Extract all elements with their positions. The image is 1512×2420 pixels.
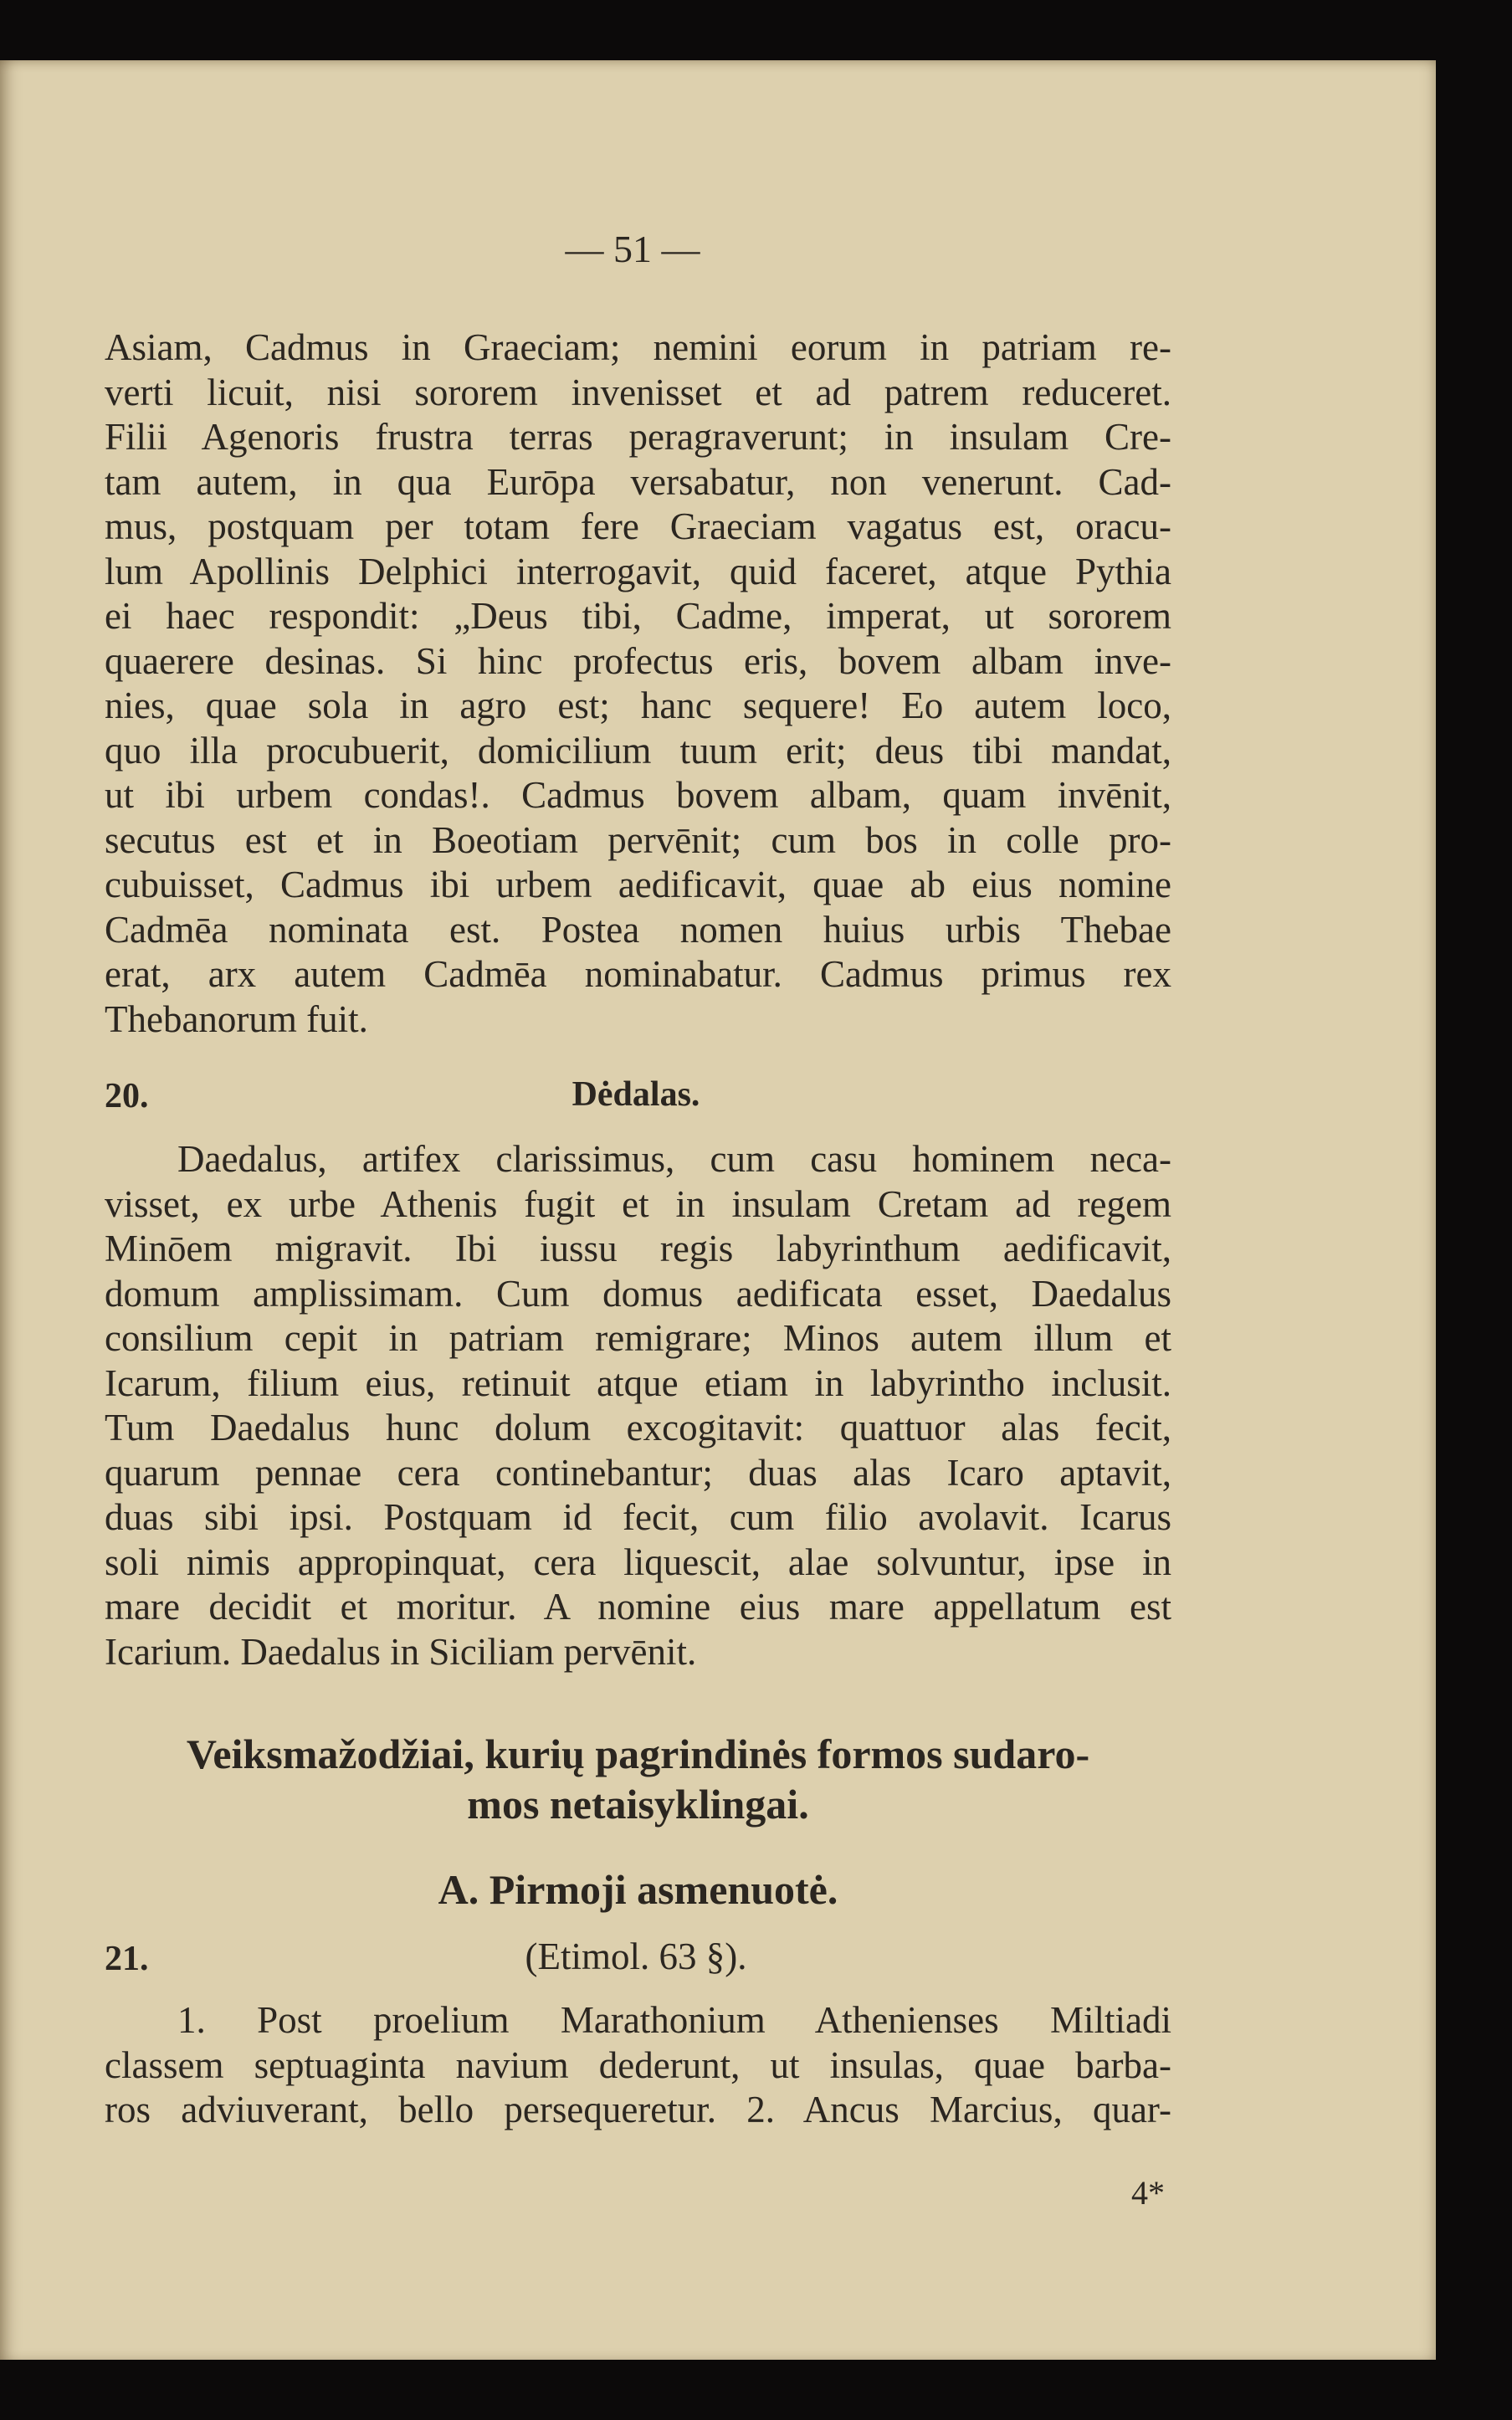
book-page — [0, 60, 1436, 2360]
text-line: erat, arx autem Cadmēa nominabatur. Cadmus primus rex — [105, 953, 1171, 995]
text-line: domum amplissimam. Cum domus aedificata esset, Daedalus — [105, 1272, 1171, 1315]
text-line: ut ibi urbem condas!. Cadmus bovem albam, quam invēnit, — [105, 774, 1171, 816]
chapter-heading-line2: mos netaisyklingai. — [467, 1781, 809, 1828]
text-line: consilium cepit in patriam remigrare; Minos autem illum et — [105, 1317, 1171, 1359]
text-line: Thebanorum fuit. — [105, 997, 368, 1040]
text-line: ei haec respondit: „Deus tibi, Cadme, imperat, ut sororem — [105, 595, 1171, 637]
text-line: lum Apollinis Delphici interrogavit, quid faceret, atque Pythia — [105, 550, 1171, 592]
text-line: quaerere desinas. Si hinc profectus eris, bovem albam inve- — [105, 639, 1171, 682]
text-line: visset, ex urbe Athenis fugit et in insulam Cretam ad regem — [105, 1182, 1171, 1225]
text-line: nies, quae sola in agro est; hanc sequere! Eo autem loco, — [105, 684, 1171, 726]
section-number-21: 21. — [105, 1940, 149, 1978]
text-line: duas sibi ipsi. Postquam id fecit, cum filio avolavit. Icarus — [105, 1496, 1171, 1538]
text-line: tam autem, in qua Eurōpa versabatur, non venerunt. Cad- — [105, 460, 1171, 503]
text-line: 1. Post proelium Marathonium Athenienses Miltiadi — [177, 1999, 1171, 2041]
text-line: mare decidit et moritur. A nomine eius mare appellatum est — [105, 1586, 1171, 1628]
text-line: Icarum, filium eius, retinuit atque etiam in labyrintho inclusit. — [105, 1361, 1171, 1404]
chapter-heading-line1: Veiksmažodžiai, kurių pagrindinės formos sudaro- — [186, 1730, 1090, 1777]
section-number-20: 20. — [105, 1077, 149, 1115]
text-line: quarum pennae cera continebantur; duas alas Icaro aptavit, — [105, 1451, 1171, 1494]
section-reference: (Etimol. 63 §). — [525, 1935, 747, 1977]
text-line: verti licuit, nisi sororem invenisset et ad patrem reduceret. — [105, 371, 1171, 413]
subheading: A. Pirmoji asmenuotė. — [438, 1866, 838, 1913]
text-line: Icarium. Daedalus in Siciliam pervēnit. — [105, 1630, 697, 1673]
text-line: mus, postquam per totam fere Graeciam vagatus est, oracu- — [105, 505, 1171, 547]
text-line: Asiam, Cadmus in Graeciam; nemini eorum in patriam re- — [105, 326, 1171, 368]
text-line: soli nimis appropinquat, cera liquescit, alae solvuntur, ipse in — [105, 1541, 1171, 1583]
signature-mark: 4* — [1131, 2174, 1165, 2212]
page-number: — 51 — — [565, 228, 700, 270]
text-line: Filii Agenoris frustra terras peragraverunt; in insulam Cre- — [105, 416, 1171, 458]
text-line: classem septuaginta navium dederunt, ut insulas, quae barba- — [105, 2043, 1171, 2086]
text-line: Daedalus, artifex clarissimus, cum casu hominem neca- — [177, 1138, 1171, 1180]
text-line: Minōem migravit. Ibi iussu regis labyrinthum aedificavit, — [105, 1228, 1171, 1269]
text-line: Cadmēa nominata est. Postea nomen huius urbis Thebae — [105, 908, 1171, 951]
text-line: Tum Daedalus hunc dolum excogitavit: quattuor alas fecit, — [105, 1407, 1171, 1448]
text-line: ros adviuverant, bello persequeretur. 2. Ancus Marcius, quar- — [105, 2089, 1171, 2130]
text-line: secutus est et in Boeotiam pervēnit; cum bos in colle pro- — [105, 818, 1171, 861]
text-line: quo illa procubuerit, domicilium tuum erit; deus tibi mandat, — [105, 729, 1171, 772]
section-title-dedalas: Dėdalas. — [571, 1075, 700, 1114]
text-line: cubuisset, Cadmus ibi urbem aedificavit, quae ab eius nomine — [105, 864, 1171, 905]
